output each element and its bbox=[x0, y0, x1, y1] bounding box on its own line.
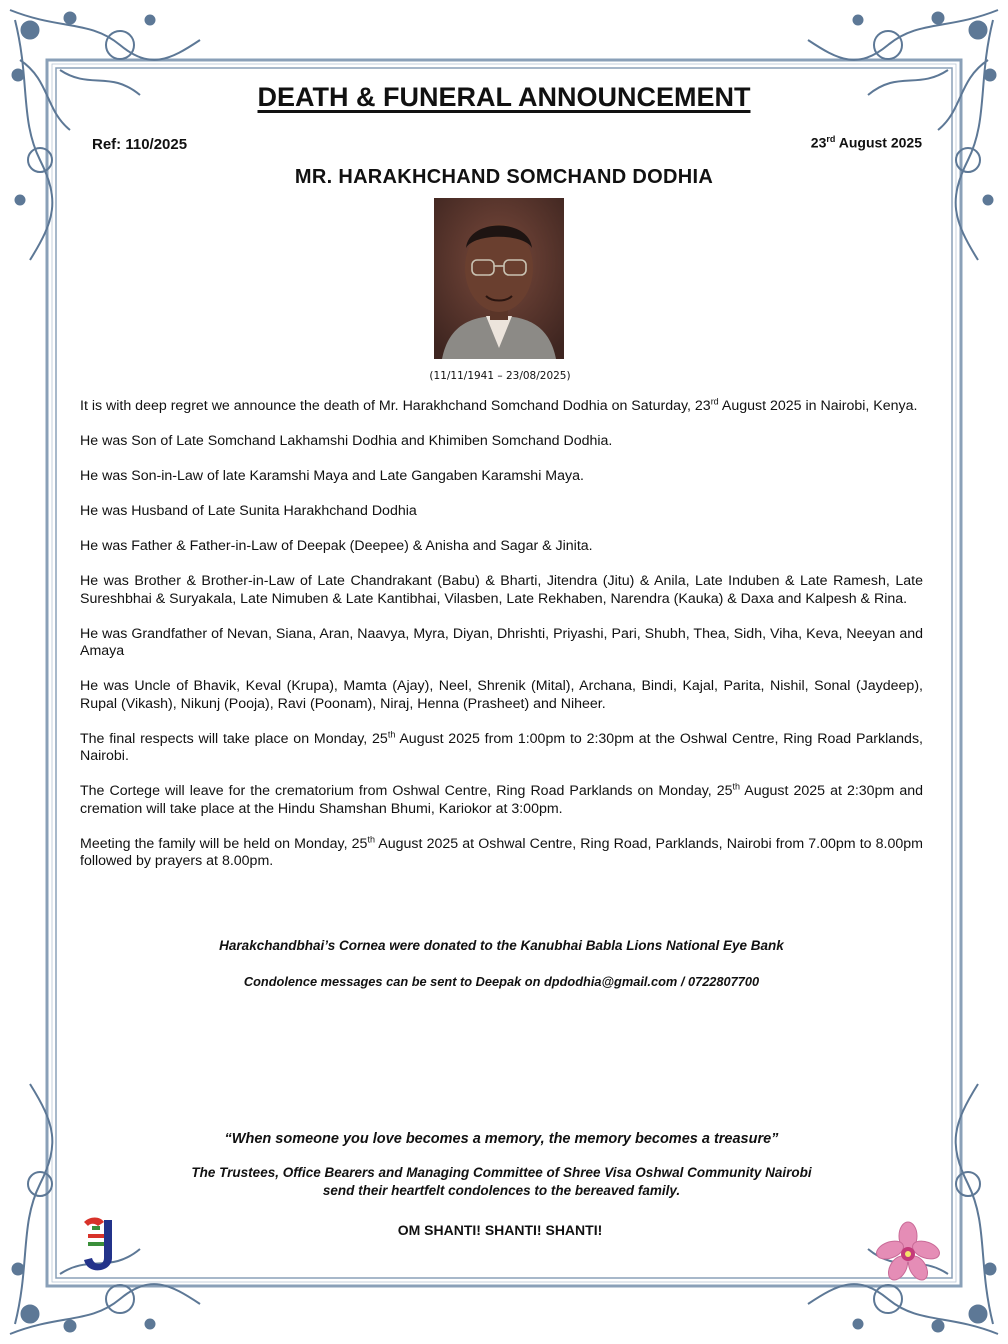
paragraph-children: He was Father & Father-in-Law of Deepak (Deepee) & Anisha and Sagar & Jinita. bbox=[80, 538, 593, 554]
lifespan-dates: (11/11/1941 – 23/08/2025) bbox=[429, 370, 571, 382]
announcement-date: 23rd August 2025 bbox=[810, 134, 922, 151]
corner-ornament-bottom-right bbox=[808, 1084, 998, 1334]
trustees-line-1: The Trustees, Office Bearers and Managing Committee of Shree Visa Oshwal Community Nairobi bbox=[191, 1165, 812, 1180]
paragraph-cortege: The Cortege will leave for the crematorium from Oshwal Centre, Ring Road Parklands on Monday, 25th August 2025 at 2:30pm and cremation will take place at the Hindu Shamshan Bhumi, Kariokor at 3:00pm. bbox=[80, 781, 923, 817]
portrait-photo bbox=[434, 198, 564, 359]
paragraph-final-respects: The final respects will take place on Monday, 25th August 2025 from 1:00pm to 2:30pm at the Oshwal Centre, Ring Road Parklands, Nairobi. bbox=[80, 728, 923, 764]
corner-ornament-bottom-left bbox=[10, 1084, 200, 1334]
page-title: DEATH & FUNERAL ANNOUNCEMENT bbox=[257, 82, 751, 112]
condolence-contact: Condolence messages can be sent to Deepak on dpdodhia@gmail.com / 0722807700 bbox=[243, 974, 760, 989]
paragraph-parents: He was Son of Late Somchand Lakhamshi Dodhia and Khimiben Somchand Dodhia. bbox=[80, 433, 613, 449]
announcement-body bbox=[80, 398, 923, 888]
paragraph-meeting-family: Meeting the family will be held on Monday, 25th August 2025 at Oshwal Centre, Ring Road, Parklands, Nairobi from 7.00pm to 8.00pm followed by prayers at 8.00pm. bbox=[80, 833, 923, 869]
trustees-line-2: send their heartfelt condolences to the bereaved family. bbox=[322, 1183, 681, 1198]
corner-ornament-top-left bbox=[10, 10, 200, 260]
paragraph-spouse: He was Husband of Late Sunita Harakhchand Dodhia bbox=[80, 503, 417, 519]
reference-number: Ref: 110/2025 bbox=[92, 136, 188, 153]
paragraph-siblings: He was Brother & Brother-in-Law of Late Chandrakant (Babu) & Bharti, Jitendra (Jitu) & Anila, Late Induben & Late Ramesh, Late Sureshbhai & Suryakala, Late Nimuben & Late Kantibhai, Vilasben, Late Rekhaben, Narendra (Kauka) & Daxa and Kalpesh & Rina. bbox=[80, 573, 923, 607]
om-shanti-closing: OM SHANTI! SHANTI! SHANTI! bbox=[397, 1222, 603, 1238]
orchid-flower-icon bbox=[876, 1220, 940, 1284]
paragraph-announcement: It is with deep regret we announce the death of Mr. Harakhchand Somchand Dodhia on Saturday, 23rd August 2025 in Nairobi, Kenya. bbox=[80, 396, 918, 414]
cornea-donation-note: Harakchandbhai’s Cornea were donated to the Kanubhai Babla Lions National Eye Bank bbox=[219, 938, 784, 953]
paragraph-nephews-nieces: He was Uncle of Bhavik, Keval (Krupa), Mamta (Ajay), Neel, Shrenik (Mital), Archana, Bindi, Kajal, Parita, Nishil, Sonal (Jaydeep), Rupal (Vikash), Nikunj (Pooja), Ravi (Poonam), Niraj, Henna (Prasheet) and Niheer. bbox=[80, 678, 923, 712]
deceased-name: MR. HARAKHCHAND SOMCHAND DODHIA bbox=[294, 166, 714, 188]
community-logo-icon bbox=[78, 1214, 120, 1278]
trustees-message bbox=[0, 1164, 1003, 1200]
paragraph-grandchildren: He was Grandfather of Nevan, Siana, Aran, Naavya, Myra, Diyan, Dhrishti, Priyashi, Pari, Shubh, Thea, Sidh, Viha, Keva, Neeyan and Amaya bbox=[80, 625, 923, 659]
paragraph-in-laws: He was Son-in-Law of late Karamshi Maya and Late Gangaben Karamshi Maya. bbox=[80, 468, 584, 484]
memorial-quote: “When someone you love becomes a memory, the memory becomes a treasure” bbox=[224, 1131, 779, 1147]
